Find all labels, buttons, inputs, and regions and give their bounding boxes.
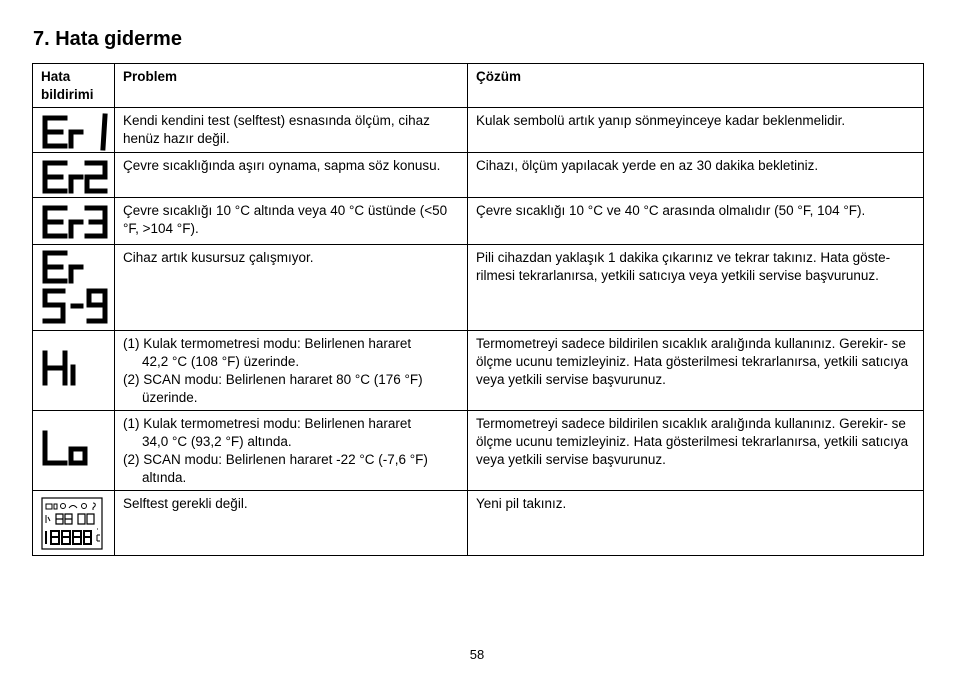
solution-cell: Cihazı, ölçüm yapılacak yerde en az 30 dakika bekletiniz. bbox=[468, 153, 924, 198]
error-code-lo bbox=[33, 411, 115, 491]
lcd-er1-icon bbox=[33, 108, 113, 152]
lcd-er2-icon bbox=[33, 153, 113, 197]
solution-cell: Yeni pil takınız. bbox=[468, 491, 924, 556]
error-code-er2 bbox=[33, 153, 115, 198]
error-code-er1 bbox=[33, 108, 115, 153]
problem-cell: Kendi kendini test (selftest) esnasında ölçüm, cihaz henüz hazır değil. bbox=[115, 108, 468, 153]
problem-cell: Çevre sıcaklığı 10 °C altında veya 40 °C üstünde (<50 °F, >104 °F). bbox=[115, 198, 468, 245]
solution-cell: Pili cihazdan yaklaşık 1 dakika çıkarınız ve tekrar takınız. Hata göste- rilmesi tekrarlanırsa, yetkili satıcıya veya yetkili servise başvurunuz. bbox=[468, 245, 924, 331]
problem-cell bbox=[115, 411, 468, 491]
solution-cell: Termometreyi sadece bildirilen sıcaklık aralığında kullanınız. Gerekir- se ölçme ucunu temizleyiniz. Hata gösterilmesi tekrarlanırsa, yetkili satıcıya veya yetkili servise başvurunuz. bbox=[468, 331, 924, 411]
problem-cell: Selftest gerekli değil. bbox=[115, 491, 468, 556]
header-solution: Çözüm bbox=[468, 64, 924, 108]
table-header-row bbox=[33, 64, 924, 108]
table-row bbox=[33, 331, 924, 411]
solution-cell: Kulak sembolü artık yanıp sönmeyinceye kadar beklenmelidir. bbox=[468, 108, 924, 153]
error-code-hi bbox=[33, 331, 115, 411]
table-row bbox=[33, 153, 924, 198]
problem-item-first: (1) Kulak termometresi modu: Belirlenen hararet bbox=[123, 416, 412, 431]
table-row bbox=[33, 411, 924, 491]
header-problem: Problem bbox=[115, 64, 468, 108]
error-code-full-display bbox=[33, 491, 115, 556]
lcd-er59-icon bbox=[33, 245, 113, 330]
table-row bbox=[33, 491, 924, 556]
section-title: 7. Hata giderme bbox=[33, 28, 182, 50]
table-row bbox=[33, 245, 924, 331]
table-row bbox=[33, 108, 924, 153]
lcd-full-display-icon bbox=[33, 491, 113, 555]
table-row bbox=[33, 198, 924, 245]
problem-cell: Çevre sıcaklığında aşırı oynama, sapma söz konusu. bbox=[115, 153, 468, 198]
page-number: 58 bbox=[469, 647, 485, 662]
lcd-lo-icon bbox=[33, 411, 113, 490]
solution-cell: Termometreyi sadece bildirilen sıcaklık aralığında kullanınız. Gerekir- se ölçme ucunu temizleyiniz. Hata gösterilmesi tekrarlanırsa, yetkili satıcıya veya yetkili servise başvurunuz. bbox=[468, 411, 924, 491]
problem-cell bbox=[115, 331, 468, 411]
error-table bbox=[32, 63, 924, 556]
problem-item-first: (2) SCAN modu: Belirlenen hararet 80 °C (176 °F) bbox=[123, 372, 423, 387]
header-code: Hata bildirimi bbox=[33, 64, 115, 108]
problem-item-rest: altında. bbox=[142, 470, 187, 485]
lcd-hi-icon bbox=[33, 331, 113, 410]
problem-item-first: (1) Kulak termometresi modu: Belirlenen hararet bbox=[123, 336, 412, 351]
error-code-er59 bbox=[33, 245, 115, 331]
problem-cell: Cihaz artık kusursuz çalışmıyor. bbox=[115, 245, 468, 331]
problem-item-rest: 42,2 °C (108 °F) üzerinde. bbox=[142, 354, 300, 369]
problem-item-rest: 34,0 °C (93,2 °F) altında. bbox=[142, 434, 292, 449]
problem-item-rest: üzerinde. bbox=[142, 390, 198, 405]
problem-item-first: (2) SCAN modu: Belirlenen hararet -22 °C (-7,6 °F) bbox=[123, 452, 428, 467]
lcd-er3-icon bbox=[33, 198, 113, 244]
error-code-er3 bbox=[33, 198, 115, 245]
solution-cell: Çevre sıcaklığı 10 °C ve 40 °C arasında olmalıdır (50 °F, 104 °F). bbox=[468, 198, 924, 245]
